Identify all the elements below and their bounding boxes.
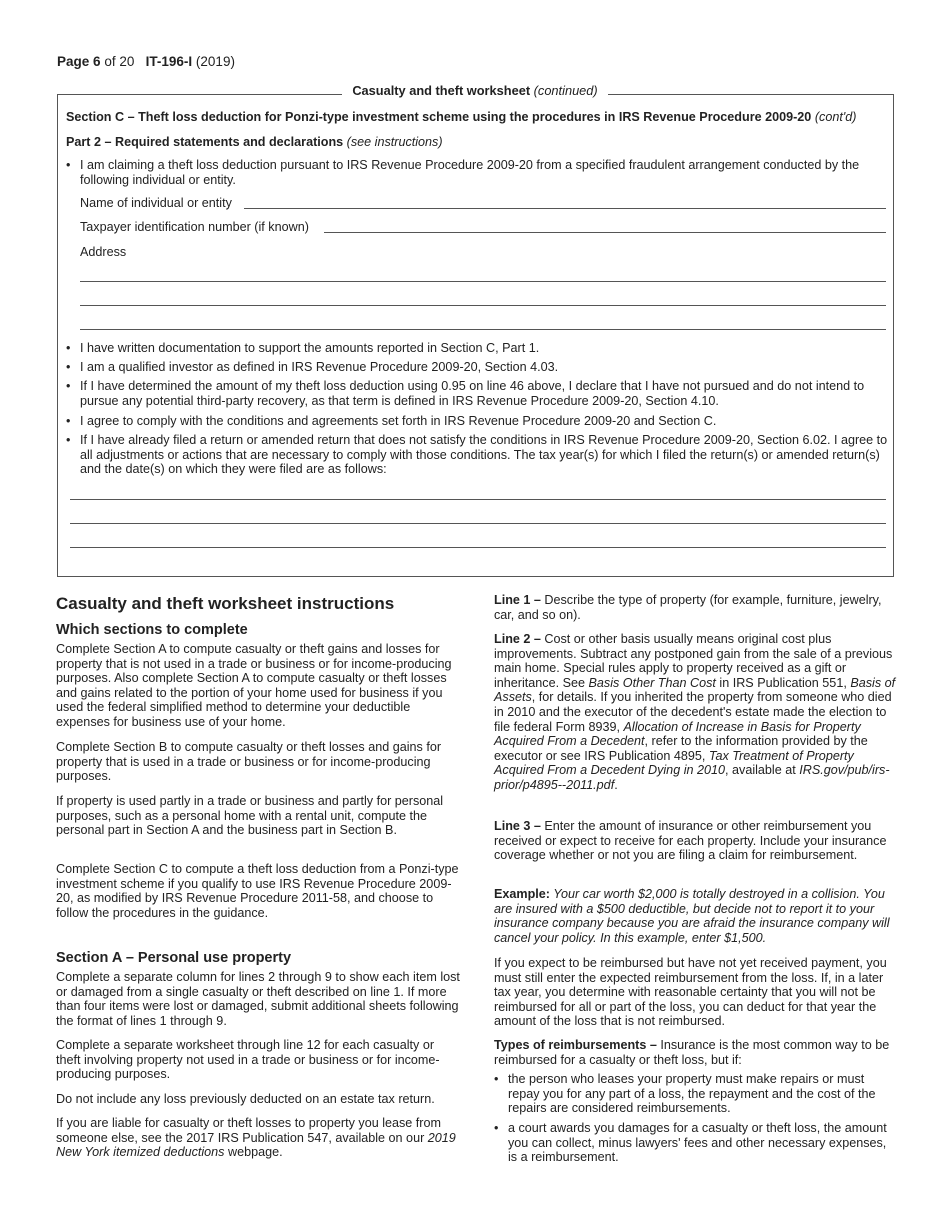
reimbursement-text: the person who leases your property must make repairs or must repay you for any part of a loss, the repayment and the cost of the repairs are considered reimbursements. — [508, 1072, 876, 1116]
page-of: of 20 — [104, 54, 135, 69]
section-c-title-text: Section C – Theft loss deduction for Ponzi-type investment scheme using the procedures in IRS Revenue Procedure 2009-20 — [66, 110, 812, 124]
para-separate-worksheet: Complete a separate worksheet through line 12 for each casualty or theft involving property not used in a trade or business or for income-producing purposes. — [56, 1038, 440, 1082]
declaration-bullet-3 — [66, 360, 888, 375]
tin-label: Taxpayer identification number (if known) — [80, 220, 309, 234]
lease-text-b: webpage. — [224, 1145, 283, 1160]
lease-text-a: If you are liable for casualty or theft losses to property you lease from someone else, see the 2017 IRS Publication 547, available on our — [56, 1116, 441, 1145]
line2-text: . — [614, 777, 618, 792]
worksheet-continued: (continued) — [533, 83, 598, 98]
bullet-dot: • — [66, 341, 71, 355]
reimbursement-bullet-1 — [494, 1072, 896, 1117]
form-id: IT-196-I — [145, 54, 193, 69]
types-of-reimbursements — [494, 1038, 896, 1067]
line1-label: Line 1 – — [494, 593, 541, 607]
bullet-dot: • — [66, 414, 71, 428]
form-year: (2019) — [195, 54, 235, 69]
declaration-text: I agree to comply with the conditions and agreements set forth in IRS Revenue Procedure 2009-20 and Section C. — [80, 414, 717, 428]
example-label: Example: — [494, 887, 550, 901]
part2-title — [66, 135, 443, 150]
para-partly-used: If property is used partly in a trade or business and partly for personal purposes, such as a personal home with a rental unit, compute the personal part in Section A and the business part in Section B. — [56, 794, 444, 838]
worksheet-title-text: Casualty and theft worksheet — [352, 83, 531, 98]
page-number: 6 — [93, 54, 101, 69]
bullet-dot: • — [66, 158, 71, 172]
bullet-dot: • — [66, 433, 71, 447]
line3-label: Line 3 – — [494, 819, 541, 833]
itemized-deductions-link[interactable]: 2019 New York itemized deductions — [56, 1130, 456, 1160]
types-label: Types of reimbursements – — [494, 1038, 657, 1052]
section-c-title — [66, 110, 856, 125]
bullet-dot: • — [494, 1121, 499, 1135]
tin-field[interactable] — [324, 232, 886, 233]
para-section-c: Complete Section C to compute a theft loss deduction from a Ponzi-type investment scheme if you qualify to use IRS Revenue Procedure 2009-20, as modified by IRS Revenue Procedure 2011-58, and choose to follow the procedures in the guidance. — [56, 862, 459, 920]
para-expected-reimbursement: If you expect to be reimbursed but have not yet received payment, you must still enter the expected reimbursement from the loss. If, in a later tax year, you determine with reasonable certainty that you will not be reimbursed for all or part of the loss, you can deduct for that year the amount of the loss that is not reimbursed. — [494, 956, 887, 1029]
declaration-bullet-5 — [66, 414, 888, 429]
address-line-1[interactable] — [80, 281, 886, 282]
line2-text: , available at — [725, 763, 800, 778]
address-line-3[interactable] — [80, 329, 886, 330]
para-separate-column: Complete a separate column for lines 2 through 9 to show each item lost or damaged from a single casualty or theft described on line 1. If more than four items were lost or damaged, submit additional sheets following the format of lines 1 through 9. — [56, 970, 460, 1028]
bullet-dot: • — [494, 1072, 499, 1086]
line1-text: Describe the type of property (for example, furniture, jewelry, car, and so on). — [494, 593, 882, 622]
declaration-text: I have written documentation to support the amounts reported in Section C, Part 1. — [80, 341, 540, 355]
line2-italic: Basis of Assets — [494, 675, 896, 705]
section-a-title: Section A – Personal use property — [56, 950, 292, 966]
example-text: Your car worth $2,000 is totally destroyed in a collision. You are insured with a $500 deductible, but decide not to report it to your insurance company because you are afraid the insurance company will cancel your policy. In this example, enter $1,500. — [494, 887, 890, 945]
part2-title-text: Part 2 – Required statements and declarations — [66, 135, 344, 149]
para-section-b: Complete Section B to compute casualty or theft losses and gains for property that is used in a trade or business or for income-producing purposes. — [56, 740, 442, 784]
name-field[interactable] — [244, 208, 886, 209]
page-label: Page — [57, 54, 90, 69]
line2-text: , for details. If you inherited the property from someone who died in 2010 and the executor of the decedent's estate made the election to file federal Form 8939, — [494, 690, 892, 734]
line2-italic: Basis Other Than Cost — [588, 675, 716, 690]
para-lease — [56, 1116, 461, 1160]
section-c-contd: (cont'd) — [814, 110, 857, 124]
tax-year-line-3[interactable] — [70, 547, 886, 548]
declaration-text: I am claiming a theft loss deduction pursuant to IRS Revenue Procedure 2009-20 from a specified fraudulent arrangement conducted by the following individual or entity. — [80, 158, 860, 187]
types-text: Insurance is the most common way to be reimbursed for a casualty or theft loss, but if: — [494, 1038, 890, 1067]
line2-italic: Tax Treatment of Property Acquired From a Decedent Dying in 2010 — [494, 748, 854, 778]
irs-pub-link[interactable]: IRS.gov/pub/irs-prior/p4895--2011.pdf — [494, 763, 890, 792]
example-paragraph — [494, 887, 896, 945]
worksheet-title — [0, 84, 950, 99]
line2-text: Cost or other basis usually means original cost plus improvements. Subtract any postponed gain from the sale of a previous main home. Special rules apply to property received as a gift or inheritance. See — [494, 632, 893, 690]
line2-text: , refer to the information provided by the executor or see IRS Publication 4895, — [494, 734, 868, 763]
line3-instruction — [494, 819, 896, 863]
line1-instruction — [494, 593, 896, 622]
bullet-dot: • — [66, 360, 71, 374]
declaration-bullet-2 — [66, 341, 888, 356]
reimbursement-bullet-2 — [494, 1121, 896, 1166]
declaration-text: If I have determined the amount of my theft loss deduction using 0.95 on line 46 above, I declare that I have not pursued and do not intend to pursue any potential third-party recovery, as that term is defined in IRS Revenue Procedure 2009-20, Section 4.10. — [80, 379, 865, 408]
line2-italic: Allocation of Increase in Basis for Property Acquired From a Decedent — [494, 719, 861, 749]
address-label: Address — [80, 245, 127, 259]
name-label: Name of individual or entity — [80, 196, 232, 210]
line3-text: Enter the amount of insurance or other reimbursement you received or expect to receive for each property. Include your insurance coverage whether or not you are filing a claim for reimbursement. — [494, 819, 887, 863]
which-sections-title: Which sections to complete — [56, 622, 248, 638]
address-line-2[interactable] — [80, 305, 886, 306]
declaration-bullet-1 — [66, 158, 888, 188]
instructions-title: Casualty and theft worksheet instructions — [56, 594, 395, 613]
para-section-a: Complete Section A to compute casualty or theft gains and losses for property that is not used in a trade or business or for income-producing purposes. Also complete Section A to compute casualty or theft losses and gains related to the portion of your home used for business if you used the federal simplified method to determine your deductible expenses for business use of your home. — [56, 642, 452, 729]
declaration-text: If I have already filed a return or amended return that does not satisfy the conditions in IRS Revenue Procedure 2009-20, Section 6.02. I agree to all adjustments or actions that are necessary to comply with those conditions. The tax year(s) for which I filed the return(s) or amended return(s) and the date(s) on which they were filed are as follows: — [80, 433, 888, 476]
declaration-bullet-6 — [66, 433, 888, 478]
tax-year-line-2[interactable] — [70, 523, 886, 524]
declaration-bullet-4 — [66, 379, 888, 409]
line2-text: in IRS Publication 551, — [715, 675, 851, 690]
part2-note: (see instructions) — [346, 135, 443, 149]
line2-label: Line 2 – — [494, 632, 541, 646]
para-estate-tax: Do not include any loss previously deducted on an estate tax return. — [56, 1092, 435, 1106]
line2-instruction — [494, 632, 896, 793]
tax-year-line-1[interactable] — [70, 499, 886, 500]
reimbursement-text: a court awards you damages for a casualty or theft loss, the amount you can collect, minus lawyers' fees and other necessary expenses, is a reimbursement. — [508, 1121, 887, 1165]
declaration-text: I am a qualified investor as defined in IRS Revenue Procedure 2009-20, Section 4.03. — [80, 360, 559, 374]
bullet-dot: • — [66, 379, 71, 393]
page-header — [57, 55, 235, 70]
